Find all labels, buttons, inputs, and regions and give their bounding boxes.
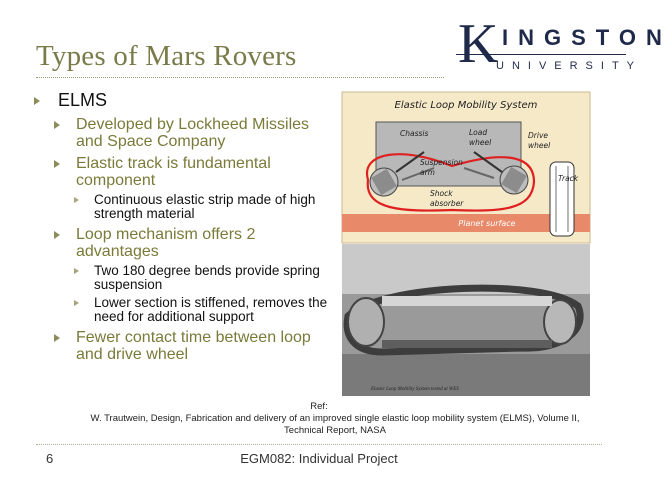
arrow-bullet-icon bbox=[74, 300, 79, 306]
bullet-lower-section bbox=[34, 296, 334, 324]
arrow-bullet-icon bbox=[54, 334, 60, 342]
title-divider bbox=[36, 77, 444, 78]
suspension-label-1: Suspension bbox=[420, 158, 463, 167]
shock-label-1: Shock bbox=[430, 189, 453, 198]
slide-number: 6 bbox=[46, 451, 54, 466]
elms-diagram bbox=[342, 92, 590, 243]
logo-word: INGSTON bbox=[502, 25, 672, 50]
bullet-text: Elastic track is fundamental component bbox=[76, 155, 271, 189]
photo-frame-beam bbox=[382, 296, 552, 306]
arrow-bullet-icon bbox=[54, 231, 60, 239]
bullet-fewer-contact bbox=[34, 329, 334, 363]
arrow-bullet-icon bbox=[34, 97, 40, 105]
bullet-two-bends bbox=[34, 264, 334, 292]
drive-wheel-right bbox=[500, 166, 528, 194]
footer-course: EGM082: Individual Project bbox=[240, 451, 398, 466]
bullet-text: Two 180 degree bends provide spring suspension bbox=[94, 263, 320, 292]
logo-sub: UNIVERSITY bbox=[496, 60, 643, 72]
arrow-bullet-icon bbox=[54, 121, 60, 129]
photo-caption: Elastic Loop Mobility System tested at WES bbox=[371, 387, 459, 392]
chassis-label: Chassis bbox=[400, 129, 429, 138]
bullet-elms bbox=[34, 90, 334, 111]
bullet-text: Continuous elastic strip made of high strength material bbox=[94, 192, 316, 221]
bullet-developed bbox=[34, 116, 334, 150]
reference-label: Ref: bbox=[310, 401, 328, 412]
elms-photo bbox=[342, 244, 590, 396]
load-wheel-label-2: wheel bbox=[469, 138, 492, 147]
bullet-text: ELMS bbox=[58, 90, 108, 110]
slide-title: Types of Mars Rovers bbox=[36, 40, 297, 72]
photo-rear-wheel bbox=[544, 300, 576, 344]
kingston-logo bbox=[458, 13, 672, 82]
load-wheel-left bbox=[370, 168, 398, 196]
bullet-elastic-track bbox=[34, 155, 334, 189]
surface-label: Planet surface bbox=[458, 219, 516, 228]
bullet-text: Fewer contact time between loop and drive wheel bbox=[76, 329, 311, 363]
reference-text: W. Trautwein, Design, Fabrication and delivery of an improved single elastic loop mobility system (ELMS), Volume II, Technical Report, NASA bbox=[90, 413, 580, 436]
shock-label-2: absorber bbox=[430, 199, 464, 208]
drive-wheel-label-1: Drive bbox=[528, 131, 548, 140]
bullet-continuous-strip bbox=[34, 193, 334, 221]
photo-front-wheel bbox=[348, 298, 384, 346]
diagram-title: Elastic Loop Mobility System bbox=[394, 100, 538, 111]
load-wheel-label-1: Load bbox=[469, 128, 488, 137]
arrow-bullet-icon bbox=[74, 197, 79, 203]
arrow-bullet-icon bbox=[74, 268, 79, 274]
bullet-loop-mechanism bbox=[34, 226, 334, 260]
suspension-label-2: arm bbox=[420, 168, 435, 177]
logo-k: K bbox=[458, 13, 499, 75]
track-label: Track bbox=[558, 174, 579, 183]
arrow-bullet-icon bbox=[54, 160, 60, 168]
photo-lower-beam bbox=[382, 340, 552, 348]
bullet-list bbox=[34, 88, 334, 363]
logo-rule bbox=[456, 54, 626, 55]
footer-divider bbox=[36, 444, 602, 445]
bullet-text: Lower section is stiffened, removes the need for additional support bbox=[94, 295, 328, 324]
bullet-text: Developed by Lockheed Missiles and Space Company bbox=[76, 116, 310, 150]
drive-wheel-label-2: wheel bbox=[528, 141, 551, 150]
bullet-text: Loop mechanism offers 2 advantages bbox=[76, 226, 256, 260]
